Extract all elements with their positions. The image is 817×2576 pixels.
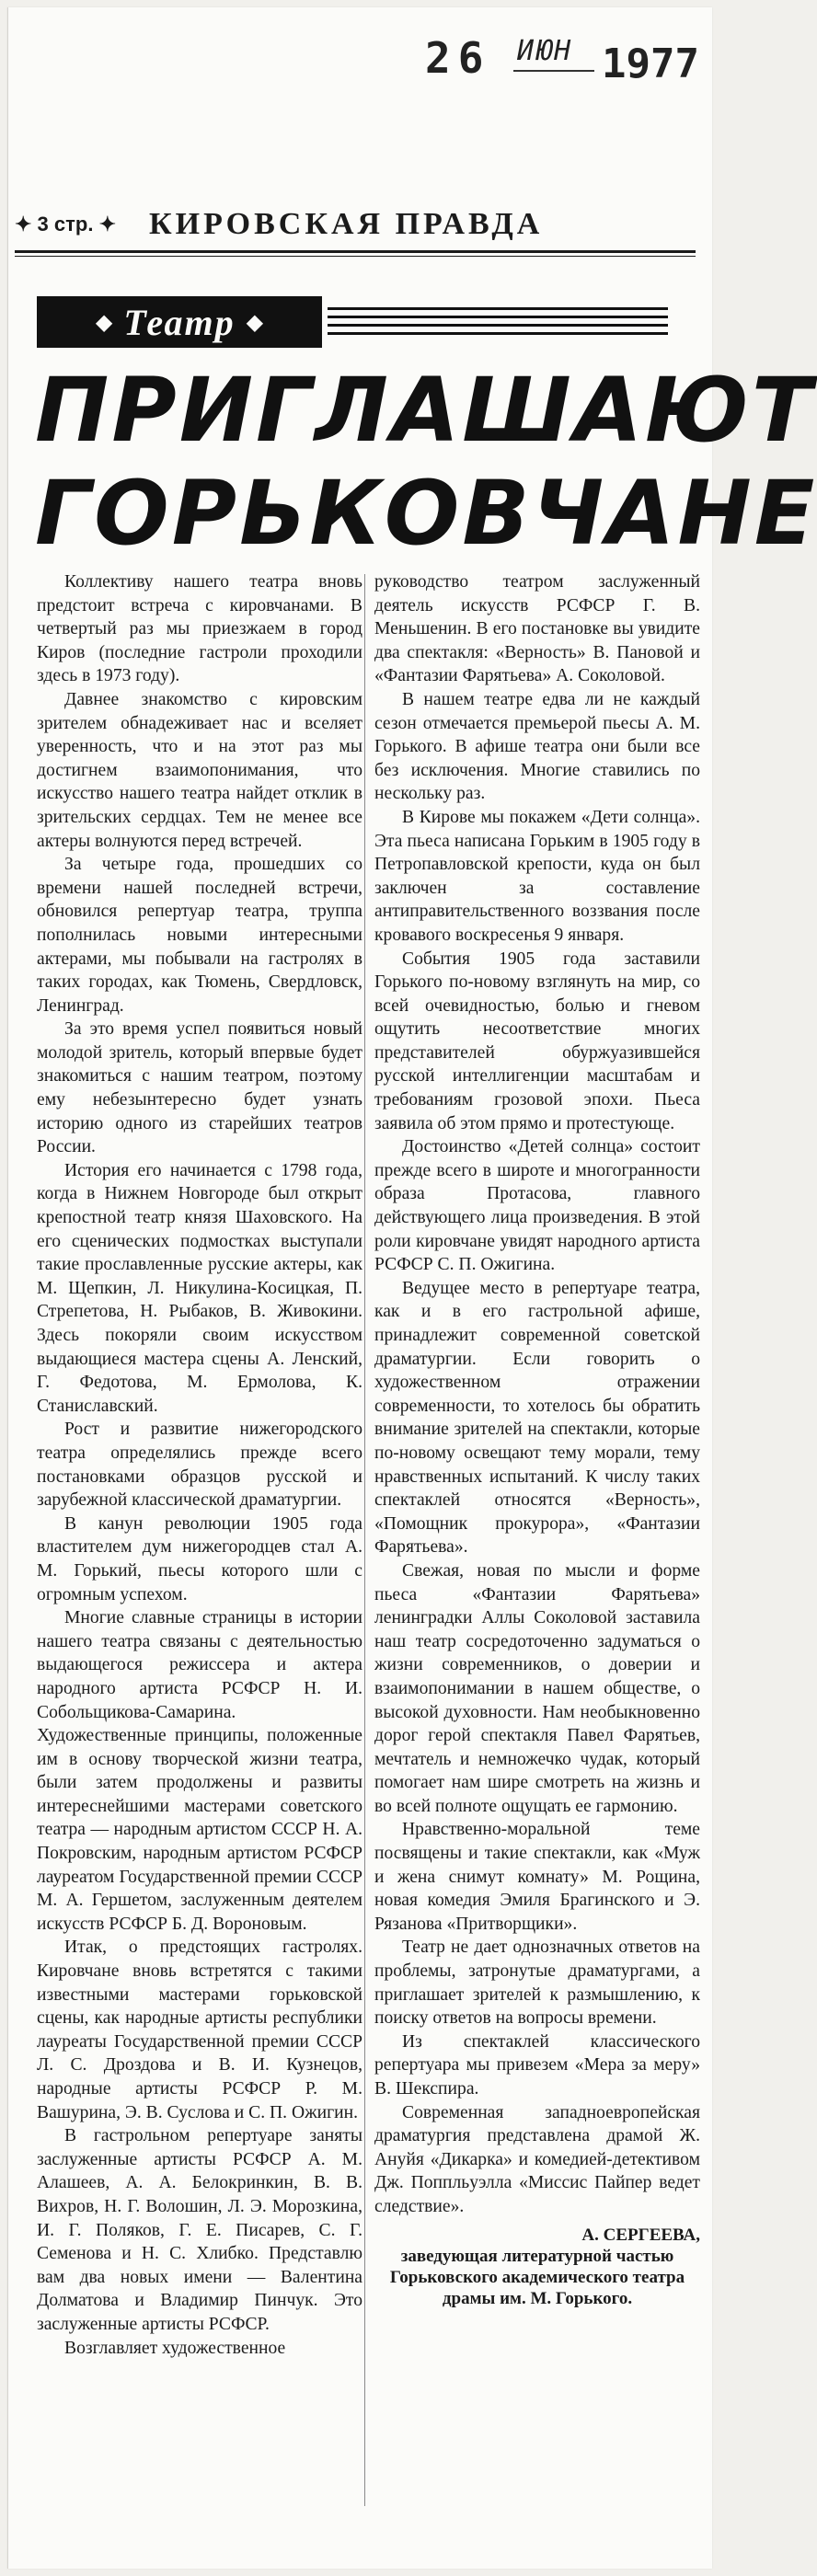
diamond-ornament-icon: ◆ bbox=[246, 310, 264, 335]
author-name: А. СЕРГЕЕВА, bbox=[581, 2225, 700, 2245]
headline-line-2: ГОРЬКОВЧАНЕ bbox=[35, 462, 817, 565]
paragraph: Возглавляет художественное bbox=[64, 2338, 286, 2358]
paragraph: В нашем театре едва ли не каждый сезон отмечается премьерой пьесы А. М. Горького. В афише театра они были все без исключения. Многие ставились по нескольку раз. bbox=[374, 689, 700, 804]
paragraph: События 1905 года заставили Горького по-новому взглянуть на мир, со всей очевидностью, болью и гневом ощутить несоответствие многих представителей обуржуазившейся русской интеллигенции масштабам и требованиям грозовой эпохи. Пьеса заявила об этом прямо и протестующе. bbox=[374, 949, 700, 1133]
author-signature bbox=[374, 2225, 700, 2309]
date-stamp bbox=[425, 26, 699, 88]
masthead bbox=[15, 204, 696, 245]
paragraph: руководство театром заслуженный деятель искусств РСФСР Г. В. Меньшенин. В его постановке вы увидите два спектакля: «Верность» В. Пановой и «Фантазии Фарятьева» А. Соколовой. bbox=[374, 572, 700, 686]
paragraph: За это время успел появиться новый молодой зритель, который впервые будет знакомиться с нашим театром, поэтому ему небезынтересно будет узнать историю одного из старейших театров России. bbox=[37, 1019, 362, 1157]
masthead-rule bbox=[15, 250, 696, 253]
paragraph: Итак, о предстоящих гастролях. Кировчане вновь встретятся с такими известными мастерами горьковской сцены, как народные артисты республики лауреаты Государственной премии СССР Л. С. Дроздова и В. И. Кузнецов, народные артисты РСФСР Р. М. Вашурина, Э. В. Суслова и С. П. Ожигин. bbox=[37, 1938, 362, 2122]
rubric-banner bbox=[37, 296, 322, 348]
masthead-rule-thin bbox=[15, 256, 696, 257]
headline bbox=[35, 359, 817, 565]
paragraph: Свежая, новая по мысли и форме пьеса «Фантазии Фарятьева» ленинградки Аллы Соколовой заставила наш театр сосредоточенно задуматься о жизни современников, о доверии и взаимопонимании в нашем обществе, о высокой духовности. Нам необыкновенно дорог герой спектакля Павел Фарятьев, мечтатель и немножечко чудак, который помогает нам шире смотреть на жизнь и во всей полноте ощущать ее гармонию. bbox=[374, 1560, 700, 1816]
paragraph: Достоинство «Детей солнца» состоит прежде всего в широте и многогранности образа Протасова, главного действующего лица произведения. В этой роли кировчане увидят народного артиста РСФСР С. П. Ожигина. bbox=[374, 1137, 700, 1275]
paragraph: Ведущее место в репертуаре театра, как и в его гастрольной афише, принадлежит современной советской драматургии. Если говорить о художественном отражении современности, то хотелось бы обратить внимание зрителей на спектакли, которые по-новому освещают тему морали, тему нравственных испытаний. К числу таких спектаклей относятся «Верность», «Помощник прокурора», «Фантазии Фарятьева». bbox=[374, 1278, 700, 1558]
stamp-year: 1977 bbox=[602, 40, 699, 87]
paragraph: Многие славные страницы в истории нашего театра связаны с деятельностью выдающегося режиссера и актера народного артиста РСФСР Н. И. Собольщикова-Самарина. Художественные принципы, положенные им в основу творческой жизни театра, были затем продолжены и развиты интереснейшими мастерами советского театра — народным артистом СССР Н. А. Покровским, народным артистом РСФСР лауреатом Государственной премии СССР М. А. Гершетом, заслуженным деятелем искусств РСФСР Б. Д. Вороновым. bbox=[37, 1608, 362, 1934]
column-divider bbox=[364, 574, 365, 2506]
article-column-left bbox=[37, 570, 362, 2360]
paragraph: Нравственно-моральной теме посвящены и такие спектакли, как «Муж и жена снимут комнату» М. Рощина, новая комедия Эмиля Брагинского и Э. Рязанова «Притворщики». bbox=[374, 1820, 700, 1934]
diamond-ornament-icon: ◆ bbox=[95, 310, 113, 335]
paragraph: Давнее знакомство с кировским зрителем обнадеживает нас и вселяет уверенность, что и на этот раз мы достигнем взаимопонимания, что искусство нашего театра найдет отклик в зрительских сердцах. Тем не менее все актеры волнуются перед встречей. bbox=[37, 689, 362, 851]
stamp-underline bbox=[513, 70, 594, 72]
paragraph: История его начинается с 1798 года, когда в Нижнем Новгороде был открыт крепостной театр князя Шаховского. На его сценических подмостках выступали такие прославленные русские актеры, как М. Щепкин, Л. Никулина-Косицкая, П. Стрепетова, Н. Рыбаков, В. Живокини. Здесь покоряли своим искусством выдающиеся мастера сцены А. Ленский, Г. Федотова, М. Ермолова, К. Станиславский. bbox=[37, 1160, 362, 1416]
paragraph: Из спектаклей классического репертуара мы привезем «Мера за меру» В. Шекспира. bbox=[374, 2031, 700, 2099]
paragraph: Коллективу нашего театра вновь предстоит встреча с кировчанами. В четвертый раз мы приезжаем в город Киров (последние гастроли проходили здесь в 1973 году). bbox=[37, 572, 362, 686]
paragraph: Рост и развитие нижегородского театра определялись прежде всего постановками образцов русской и зарубежной классической драматургии. bbox=[37, 1420, 362, 1511]
rubric-label: Театр bbox=[123, 301, 236, 343]
paragraph: В гастрольном репертуаре заняты заслуженные артисты РСФСР А. М. Алашеев, А. А. Белокринкин, В. В. Вихров, Н. Г. Волошин, Л. Э. Морозкина, И. Г. Поляков, Г. Е. Писарев, С. Г. Семенова и Н. С. Хлибко. Представлю вам два новых имени — Валентина Долматова и Владимир Пинчук. Это заслуженные артисты РСФСР. bbox=[37, 2126, 362, 2334]
stamp-day: 26 bbox=[425, 33, 491, 83]
author-affiliation: заведующая литературной частью Горьковского академического театра драмы им. М. Горького. bbox=[389, 2246, 685, 2308]
paragraph: За четыре года, прошедших со времени нашей последней встречи, обновился репертуар театра, труппа пополнилась новыми интересными актерами, мы побывали на гастролях в таких городах, как Тюмень, Свердловск, Ленинград. bbox=[37, 855, 362, 1016]
headline-line-1: ПРИГЛАШАЮТ bbox=[35, 359, 815, 462]
paragraph: Театр не дает однозначных ответов на проблемы, затронутые драматургами, а приглашает зрителей к размышлению, к поиску ответов на вопросы времени. bbox=[374, 1938, 700, 2029]
stamp-month: ИЮН bbox=[517, 35, 573, 67]
paragraph: В канун революции 1905 года властителем дум нижегородцев стал А. М. Горький, пьесы которого шли с огромным успехом. bbox=[37, 1513, 362, 1604]
paragraph: Современная западноевропейская драматургия представлена драмой Ж. Ануйя «Дикарка» и комедией-детективом Дж. Поппльуэлла «Миссис Пайпер ведет следствие». bbox=[374, 2102, 700, 2216]
rubric-stripes bbox=[328, 307, 668, 339]
page-number: ✦ 3 стр. ✦ bbox=[15, 213, 116, 236]
article-column-right bbox=[374, 570, 700, 2309]
paragraph: В Кирове мы покажем «Дети солнца». Эта пьеса написана Горьким в 1905 году в Петропавловской крепости, куда он был заключен за составление антиправительственного воззвания после кровавого воскресенья 9 января. bbox=[374, 807, 700, 945]
newspaper-title: КИРОВСКАЯ ПРАВДА bbox=[149, 207, 544, 241]
